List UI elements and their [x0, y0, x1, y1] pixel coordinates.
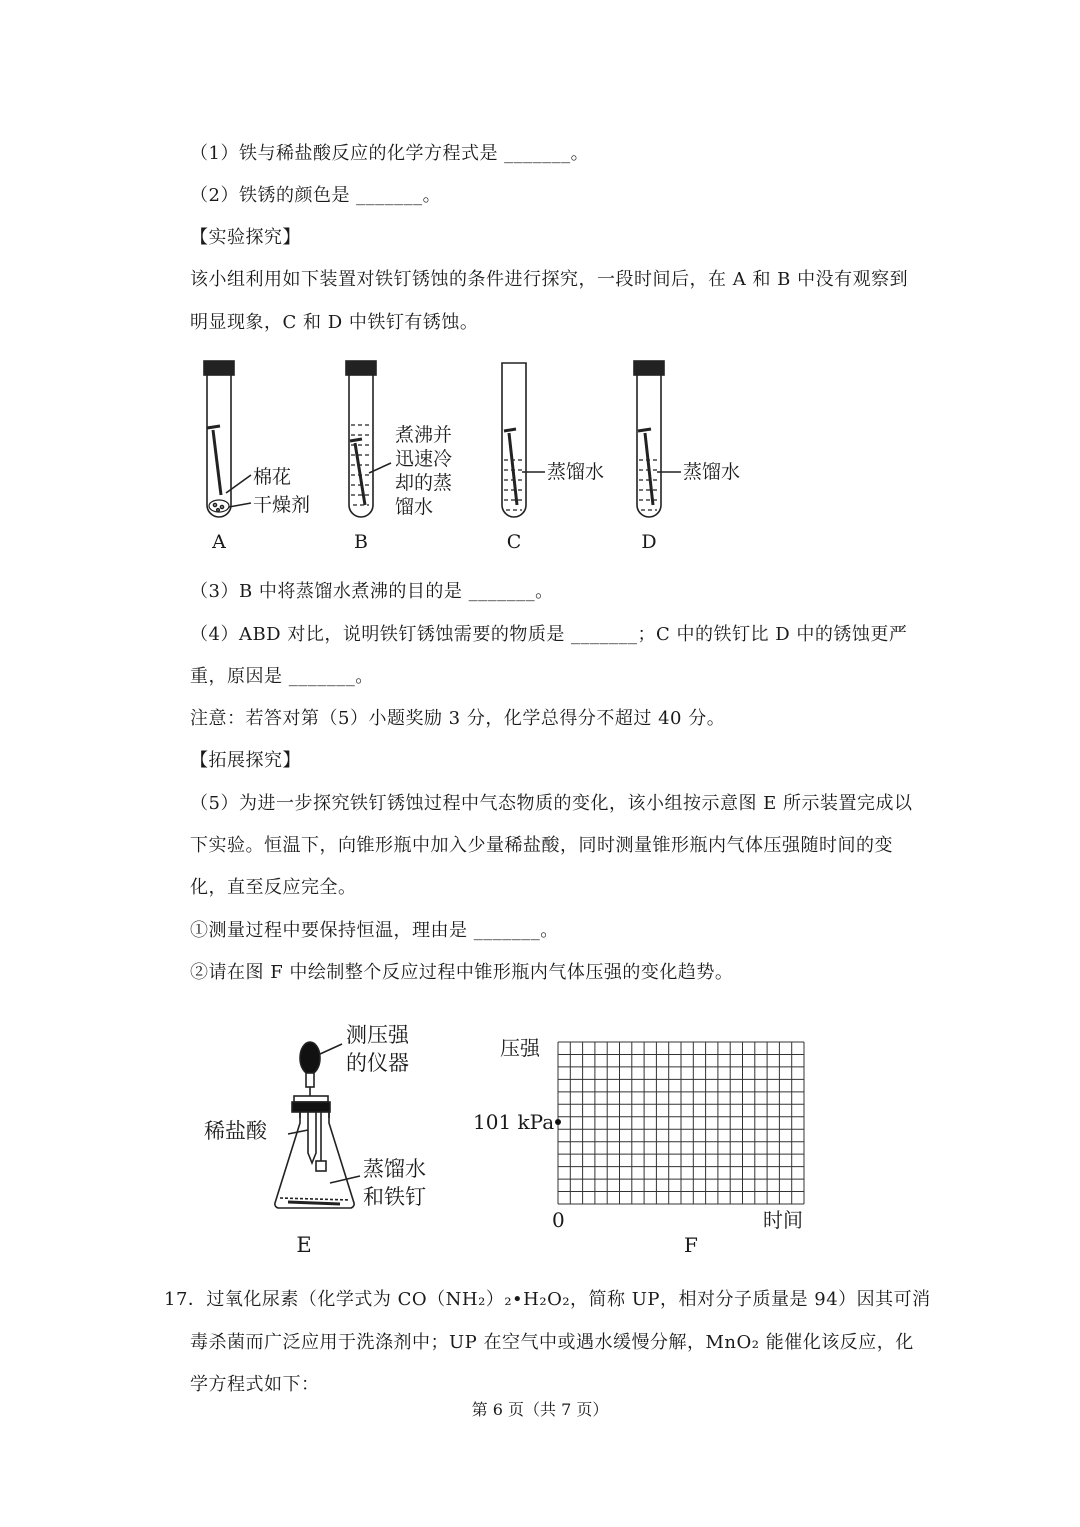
- fig-f-xlabel: 时间: [763, 1208, 803, 1232]
- tube-b-label: B: [354, 531, 368, 553]
- tube-a-ann2: 干燥剂: [253, 494, 311, 516]
- tube-b-ann1: 煮沸并: [395, 424, 453, 446]
- tube-c-ann1: 蒸馏水: [547, 461, 605, 483]
- fig-f-label: F: [684, 1233, 698, 1257]
- fig-e-gauge-label-1: 测压强: [346, 1023, 409, 1047]
- tube-b-ann3: 却的蒸: [395, 472, 453, 494]
- intro-line-2: 明显现象，C 和 D 中铁钉有锈蚀。: [190, 312, 479, 333]
- tube-d-label: D: [641, 531, 657, 553]
- intro-line-1: 该小组利用如下装置对铁钉锈蚀的条件进行探究，一段时间后，在 A 和 B 中没有观察到: [190, 269, 909, 290]
- tube-c-label: C: [506, 531, 522, 553]
- question-17c: 学方程式如下：: [190, 1374, 320, 1395]
- apparatus-figure-e: [200, 1018, 460, 1263]
- section-extension: 【拓展探究】: [190, 750, 301, 771]
- fig-f-ref-label: 101 kPa: [473, 1110, 555, 1134]
- fig-e-water-label-2: 和铁钉: [363, 1185, 426, 1209]
- question-4b: 重，原因是 _______。: [190, 666, 374, 687]
- tube-b: [346, 361, 391, 517]
- question-5a: （5）为进一步探究铁钉锈蚀过程中气态物质的变化，该小组按示意图 E 所示装置完成以: [190, 793, 913, 814]
- fig-f-ylabel: 压强: [500, 1036, 540, 1060]
- question-4a: （4）ABD 对比，说明铁钉锈蚀需要的物质是 _______；C 中的铁钉比 D 中的锈蚀更严: [190, 624, 908, 645]
- question-2: （2）铁锈的颜色是 _______。: [190, 185, 442, 206]
- question-5-2: ②请在图 F 中绘制整个反应过程中锥形瓶内气体压强的变化趋势。: [190, 962, 734, 983]
- fig-e-gauge-label-2: 的仪器: [346, 1051, 409, 1075]
- tube-d-ann1: 蒸馏水: [683, 461, 741, 483]
- question-17a: 17．过氧化尿素（化学式为 CO（NH₂）₂•H₂O₂，简称 UP，相对分子质量是 94）因其可消: [164, 1289, 931, 1310]
- question-3: （3）B 中将蒸馏水煮沸的目的是 _______。: [190, 581, 554, 602]
- test-tubes-figure: [195, 355, 755, 560]
- question-1: （1）铁与稀盐酸反应的化学方程式是 _______。: [190, 143, 590, 164]
- question-17b: 毒杀菌而广泛应用于洗涤剂中；UP 在空气中或遇水缓慢分解，MnO₂ 能催化该反应，化: [190, 1332, 914, 1353]
- tube-c: [502, 363, 545, 517]
- question-5c: 化，直至反应完全。: [190, 877, 357, 898]
- tube-a-label: A: [212, 531, 226, 553]
- question-5-1: ①测量过程中要保持恒温，理由是 _______。: [190, 920, 559, 941]
- pressure-grid-figure-f: [465, 1025, 825, 1260]
- section-experiment: 【实验探究】: [190, 227, 301, 248]
- fig-e-label: E: [296, 1233, 312, 1257]
- question-5b: 下实验。恒温下，向锥形瓶中加入少量稀盐酸，同时测量锥形瓶内气体压强随时间的变: [190, 835, 893, 856]
- fig-e-water-label-1: 蒸馏水: [363, 1157, 426, 1181]
- tube-b-ann2: 迅速冷: [395, 448, 453, 470]
- tube-a: [204, 361, 251, 517]
- note: 注意：若答对第（5）小题奖励 3 分，化学总得分不超过 40 分。: [190, 708, 726, 729]
- fig-e-acid-label: 稀盐酸: [204, 1119, 267, 1143]
- fig-f-origin: 0: [552, 1208, 565, 1232]
- grid-lines: [558, 1042, 804, 1204]
- tube-a-ann1: 棉花: [253, 466, 292, 488]
- reference-point: [555, 1119, 561, 1125]
- tube-d: [634, 361, 681, 517]
- page-footer: 第 6 页（共 7 页）: [471, 1400, 609, 1419]
- tube-b-ann4: 馏水: [395, 496, 434, 518]
